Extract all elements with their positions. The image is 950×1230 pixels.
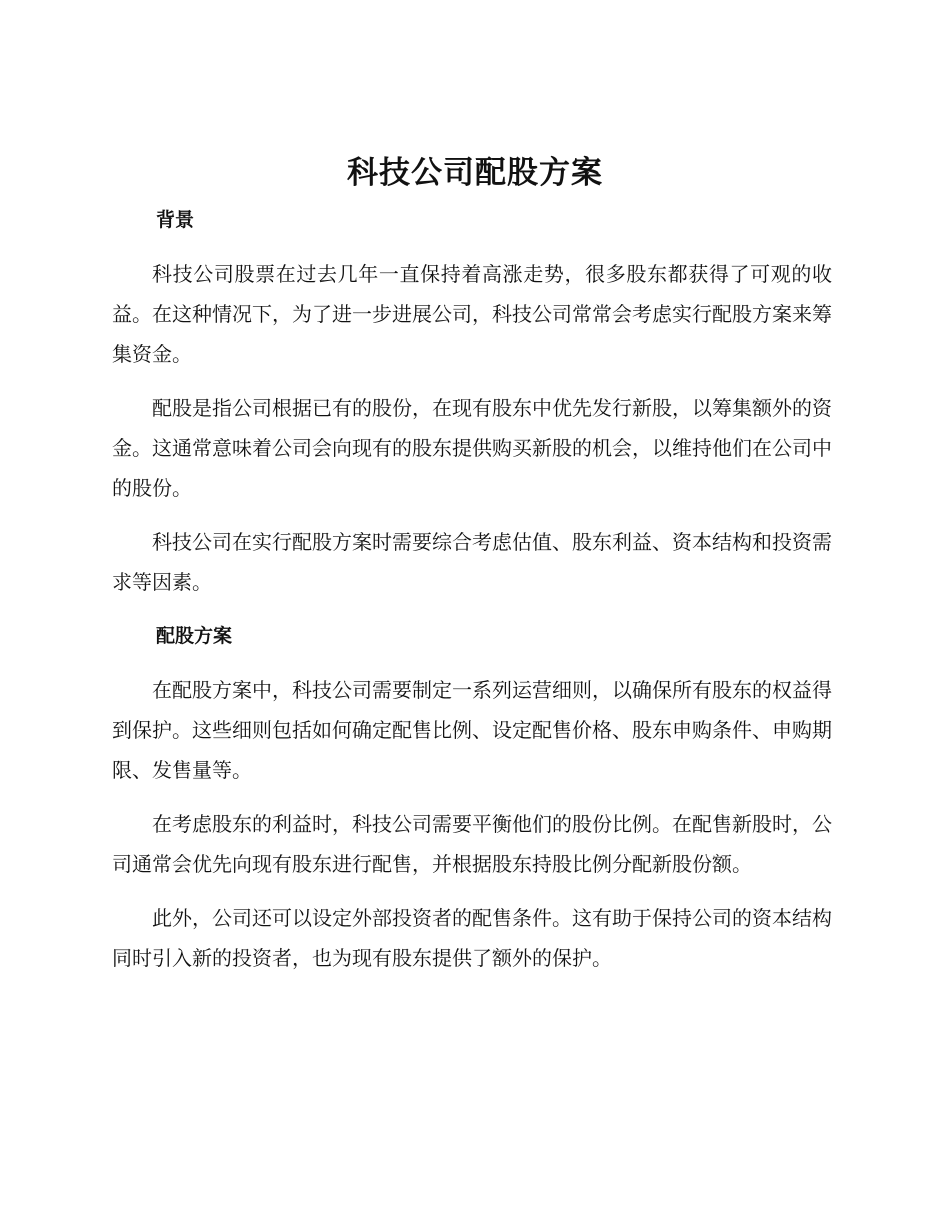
paragraph: 科技公司在实行配股方案时需要综合考虑估值、股东利益、资本结构和投资需求等因素。 [112, 530, 832, 594]
paragraph: 配股是指公司根据已有的股份，在现有股东中优先发行新股，以筹集额外的资金。这通常意味着公司会向现有的股东提供购买新股的机会，以维持他们在公司中的股份。 [112, 396, 832, 500]
document-title: 科技公司配股方案 [347, 155, 603, 191]
paragraph: 在配股方案中，科技公司需要制定一系列运营细则，以确保所有股东的权益得到保护。这些细则包括如何确定配售比例、设定配售价格、股东申购条件、申购期限、发售量等。 [112, 678, 832, 782]
paragraph: 在考虑股东的利益时，科技公司需要平衡他们的股份比例。在配售新股时，公司通常会优先向现有股东进行配售，并根据股东持股比例分配新股份额。 [112, 812, 832, 876]
paragraph: 科技公司股票在过去几年一直保持着高涨走势，很多股东都获得了可观的收益。在这种情况下，为了进一步进展公司，科技公司常常会考虑实行配股方案来筹集资金。 [112, 262, 832, 366]
paragraph: 此外，公司还可以设定外部投资者的配售条件。这有助于保持公司的资本结构同时引入新的投资者，也为现有股东提供了额外的保护。 [112, 906, 832, 970]
section-heading: 背景 [156, 209, 195, 231]
section-background [112, 200, 832, 602]
document-body [112, 200, 832, 978]
section-rights-issue-plan [112, 616, 832, 978]
section-heading: 配股方案 [156, 625, 233, 647]
